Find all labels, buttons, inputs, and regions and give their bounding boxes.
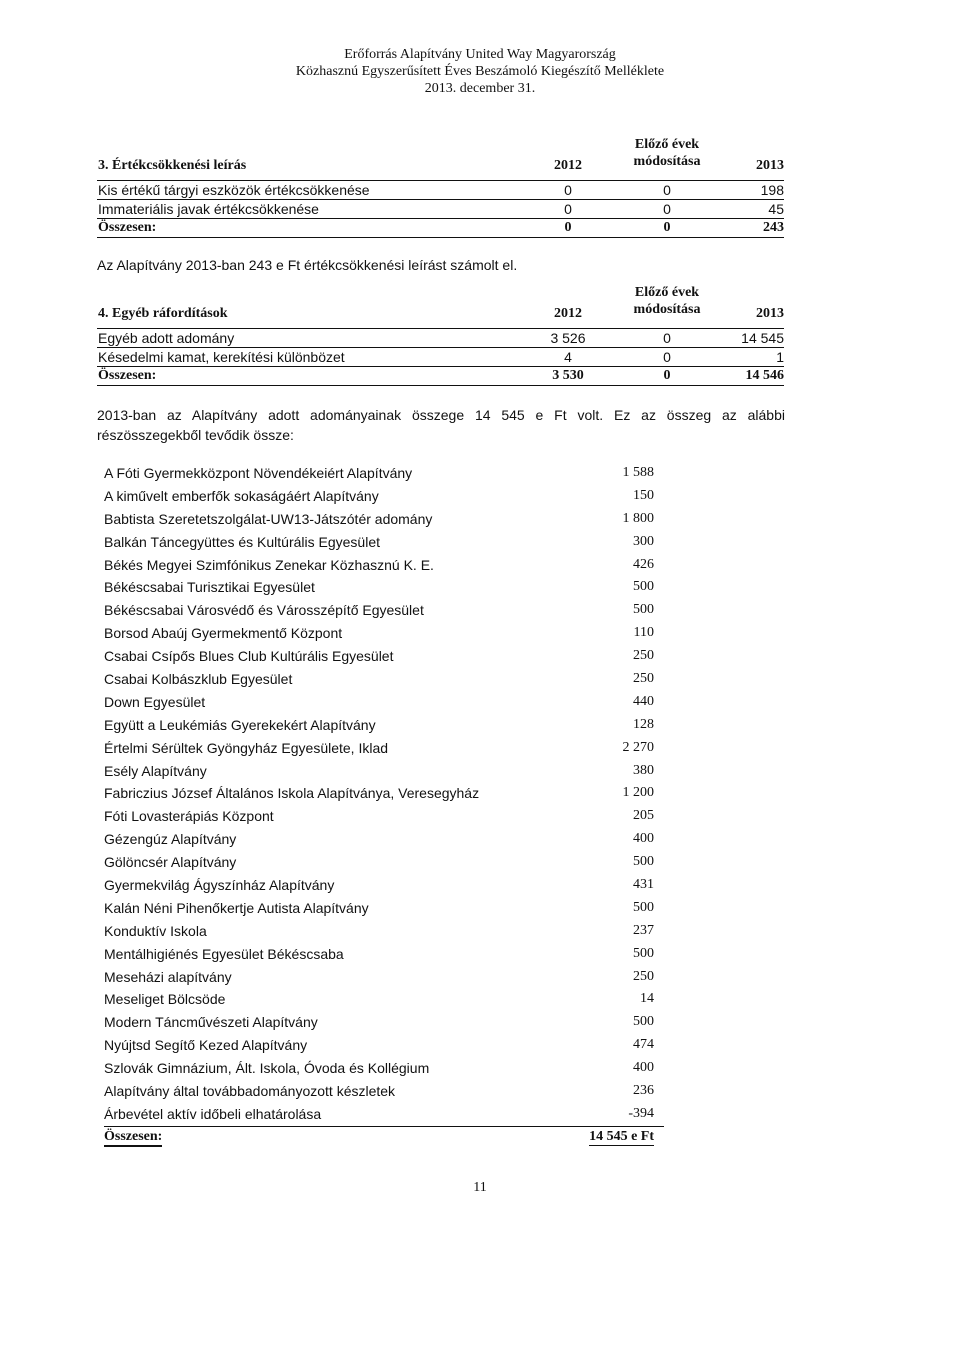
- donation-name: Borsod Abaúj Gyermekmentő Központ: [104, 625, 343, 642]
- donation-name: Csabai Csípős Blues Club Kultúrális Egyesület: [104, 648, 394, 665]
- list-item: [104, 1103, 664, 1127]
- header-report-title: Közhasznú Egyszerűsített Éves Beszámoló Kiegészítő Melléklete: [295, 64, 665, 79]
- donation-name: Fabriczius József Általános Iskola Alapítványa, Veresegyház: [104, 785, 480, 802]
- column-header-prior-years: Előző évek módosítása: [633, 137, 701, 169]
- table-row: Immateriális javak értékcsökkenése 0 0 45: [98, 201, 784, 217]
- list-item: [104, 622, 664, 645]
- list-item: [104, 1034, 664, 1057]
- donation-name: A kiművelt emberfők sokaságáért Alapítvány: [104, 487, 379, 504]
- total-amount: 14 545 e Ft: [589, 1128, 654, 1144]
- donation-amount: 1 588: [622, 465, 654, 480]
- list-item: [104, 599, 664, 622]
- donation-amount: 400: [633, 831, 654, 847]
- list-item: [104, 462, 664, 485]
- donation-amount: 205: [633, 808, 654, 824]
- column-header-2012: 2012: [554, 306, 582, 321]
- document-header: [0, 46, 960, 97]
- list-item: [104, 1011, 664, 1034]
- donation-name: Csabai Kolbászklub Egyesület: [104, 671, 293, 688]
- donation-name: Kalán Néni Pihenőkertje Autista Alapítvány: [104, 899, 369, 916]
- donation-name: A Fóti Gyermekközpont Növendékeiért Alapítvány: [104, 465, 413, 481]
- donation-name: Békéscsabai Turisztikai Egyesület: [104, 579, 315, 596]
- section-other-expenses-table: [97, 284, 784, 386]
- list-item: [104, 531, 664, 554]
- table-row: Késedelmi kamat, kerekítési különbözet 4 0 1: [98, 349, 784, 365]
- donation-amount: 440: [633, 693, 654, 709]
- donations-total-row: [104, 1127, 664, 1147]
- header-organization: Erőforrás Alapítvány United Way Magyarország: [344, 47, 616, 62]
- total-label: Összesen:: [104, 1128, 162, 1147]
- header-date: 2013. december 31.: [424, 81, 536, 96]
- donation-amount: 500: [633, 945, 654, 961]
- donation-amount: 500: [633, 602, 654, 618]
- donation-amount: 14: [640, 991, 654, 1007]
- donation-amount: 250: [633, 648, 654, 664]
- donation-name: Meseházi alapítvány: [104, 968, 232, 985]
- donation-amount: 500: [633, 854, 654, 870]
- donation-amount: 500: [633, 579, 654, 595]
- donations-paragraph: 2013-ban az Alapítvány adott adományainak összege 14 545 e Ft volt. Ez az összeg az alábbi részösszegekből tevődik össze:: [97, 407, 785, 443]
- list-item: [104, 714, 664, 737]
- list-item: [104, 668, 664, 691]
- table-total-row: Összesen: 3 530 0 14 546: [97, 367, 784, 386]
- list-item: [104, 691, 664, 714]
- donation-amount: 110: [633, 625, 654, 641]
- list-item: [104, 760, 664, 783]
- list-item: [104, 782, 664, 805]
- column-header-prior-years: Előző évek módosítása: [633, 285, 701, 317]
- section-title: 3. Értékcsökkenési leírás: [98, 158, 247, 173]
- list-item: [104, 988, 664, 1011]
- donation-amount: 128: [633, 716, 654, 732]
- donation-name: Mentálhigiénés Egyesület Békéscsaba: [104, 945, 344, 962]
- donation-name: Modern Táncművészeti Alapítvány: [104, 1014, 318, 1031]
- list-item: [104, 737, 664, 760]
- donation-amount: 237: [633, 922, 654, 938]
- donation-name: Fóti Lovasterápiás Központ: [104, 808, 274, 825]
- donation-name: Gyermekvilág Ágyszínház Alapítvány: [104, 877, 335, 894]
- donation-amount: 500: [633, 899, 654, 915]
- donations-list: [104, 462, 664, 1147]
- donation-amount: 500: [633, 1014, 654, 1030]
- donation-name: Gézengúz Alapítvány: [104, 831, 237, 848]
- donation-amount: 1 200: [622, 785, 654, 801]
- table-row: Egyéb adott adomány 3 526 0 14 545: [98, 330, 784, 346]
- list-item: [104, 805, 664, 828]
- donation-amount: 250: [633, 968, 654, 984]
- donation-amount: 250: [633, 671, 654, 687]
- list-item: [104, 966, 664, 989]
- donation-name: Értelmi Sérültek Gyöngyház Egyesülete, Iklad: [104, 739, 389, 756]
- depreciation-note: Az Alapítvány 2013-ban 243 e Ft értékcsökkenési leírást számolt el.: [97, 257, 518, 273]
- donation-amount: -394: [628, 1105, 654, 1121]
- table-total-row: Összesen: 0 0 243: [97, 219, 784, 238]
- donation-name: Alapítvány által továbbadományozott készletek: [104, 1083, 396, 1100]
- list-item: [104, 828, 664, 851]
- donation-amount: 400: [633, 1060, 654, 1076]
- donation-amount: 426: [633, 556, 654, 572]
- donation-name: Együtt a Leukémiás Gyerekekért Alapítvány: [104, 716, 376, 733]
- donation-name: Down Egyesület: [104, 693, 206, 710]
- list-item: [104, 920, 664, 943]
- donation-amount: 150: [633, 487, 654, 503]
- donation-name: Szlovák Gimnázium, Ált. Iskola, Óvoda és Kollégium: [104, 1060, 430, 1077]
- section-depreciation-table: [97, 136, 784, 238]
- list-item: [104, 508, 664, 531]
- list-item: [104, 554, 664, 577]
- donation-amount: 474: [633, 1037, 654, 1053]
- donation-name: Árbevétel aktív időbeli elhatárolása: [104, 1105, 322, 1122]
- list-item: [104, 1080, 664, 1103]
- donation-name: Békéscsabai Városvédő és Városszépítő Egyesület: [104, 602, 424, 619]
- list-item: [104, 943, 664, 966]
- section-title: 4. Egyéb ráfordítások: [98, 306, 228, 321]
- donation-name: Konduktív Iskola: [104, 922, 207, 939]
- list-item: [104, 485, 664, 508]
- donation-name: Gölöncsér Alapítvány: [104, 854, 237, 871]
- list-item: [104, 645, 664, 668]
- donation-name: Meseliget Bölcsöde: [104, 991, 226, 1008]
- list-item: [104, 851, 664, 874]
- column-header-2013: 2013: [756, 306, 784, 321]
- donation-name: Balkán Táncegyüttes és Kultúrális Egyesület: [104, 533, 381, 550]
- donation-amount: 300: [633, 533, 654, 549]
- donation-name: Békés Megyei Szimfónikus Zenekar Közhasznú K. E.: [104, 556, 434, 573]
- donation-name: Nyújtsd Segítő Kezed Alapítvány: [104, 1037, 308, 1054]
- donation-amount: 380: [633, 762, 654, 778]
- column-header-2013: 2013: [756, 158, 784, 173]
- donation-name: Babtista Szeretetszolgálat-UW13-Játszótér adomány: [104, 510, 433, 527]
- table-header: [97, 136, 784, 181]
- table-header: [97, 284, 784, 329]
- donation-name: Esély Alapítvány: [104, 762, 207, 779]
- column-header-2012: 2012: [554, 158, 582, 173]
- list-item: [104, 1057, 664, 1080]
- list-item: [104, 897, 664, 920]
- donation-amount: 2 270: [622, 739, 654, 755]
- donation-amount: 236: [633, 1083, 654, 1099]
- list-item: [104, 576, 664, 599]
- list-item: [104, 874, 664, 897]
- table-row: Kis értékű tárgyi eszközök értékcsökkenése 0 0 198: [98, 182, 784, 198]
- donation-amount: 1 800: [622, 510, 654, 526]
- donation-amount: 431: [633, 877, 654, 893]
- page-number: 11: [473, 1180, 487, 1195]
